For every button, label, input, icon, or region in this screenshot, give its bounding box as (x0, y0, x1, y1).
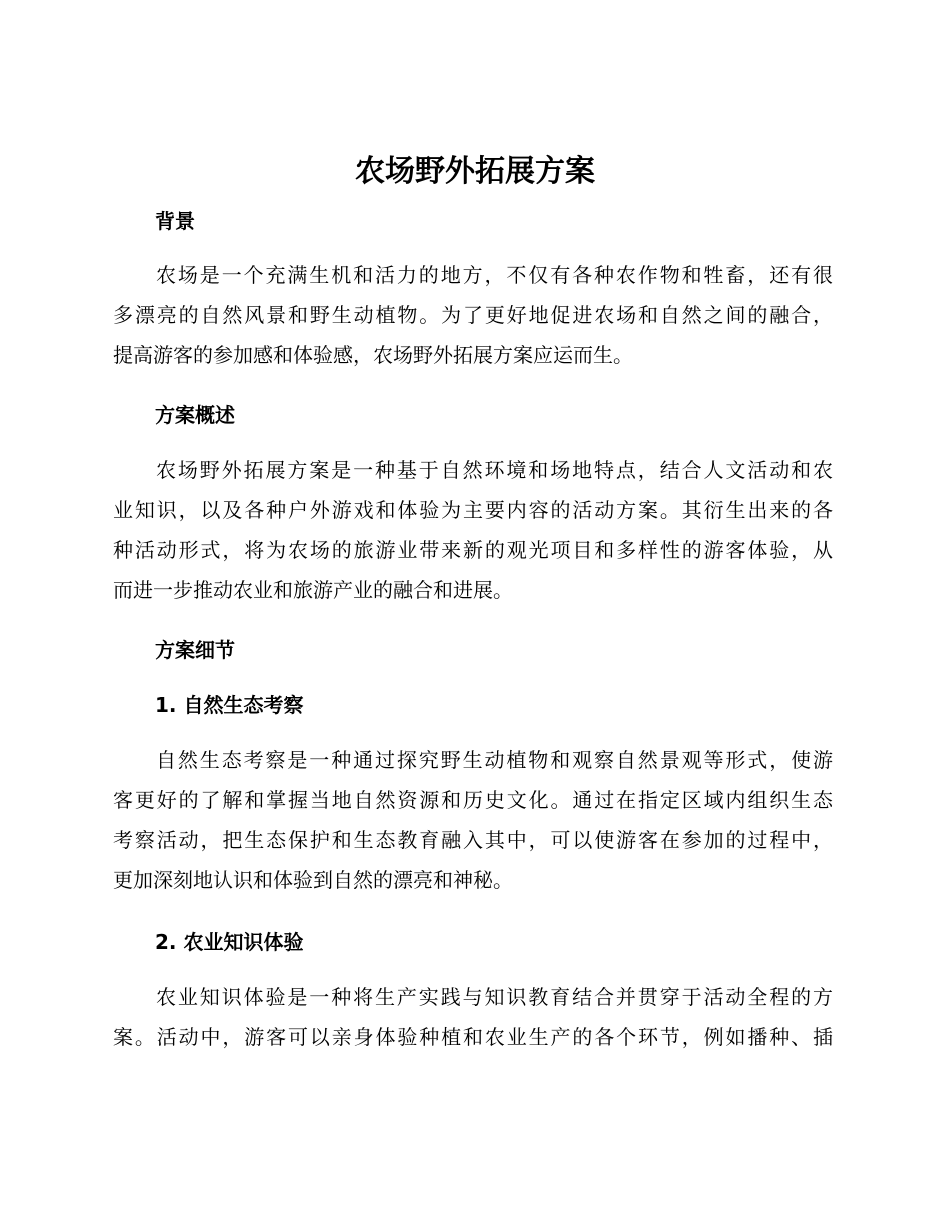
paragraph-ecology (113, 740, 833, 900)
paragraph-line: 农业知识体验是一种将生产实践与知识教育结合并贯穿于活动全程的方 (156, 985, 833, 1009)
paragraph-line: 农场野外拓展方案是一种基于自然环境和场地特点，结合人文活动和农 (156, 458, 833, 482)
document-title: 农场野外拓展方案 (355, 154, 595, 189)
paragraph-line: 客更好的了解和掌握当地自然资源和历史文化。通过在指定区域内组织生态 (113, 788, 833, 812)
paragraph-overview (113, 450, 833, 610)
subsection-heading-agriculture: 2. 农业知识体验 (155, 930, 304, 954)
paragraph-line: 案。活动中，游客可以亲身体验种植和农业生产的各个环节，例如播种、插 (113, 1025, 833, 1049)
paragraph-line: 更加深刻地认识和体验到自然的漂亮和神秘。 (113, 868, 513, 892)
subsection-heading-ecology: 1. 自然生态考察 (155, 693, 304, 717)
section-heading-overview: 方案概述 (155, 403, 235, 427)
paragraph-line: 多漂亮的自然风景和野生动植物。为了更好地促进农场和自然之间的融合， (113, 303, 833, 327)
section-heading-details: 方案细节 (155, 638, 235, 662)
paragraph-line: 自然生态考察是一种通过探究野生动植物和观察自然景观等形式，使游 (156, 748, 833, 772)
paragraph-line: 业知识，以及各种户外游戏和体验为主要内容的活动方案。其衍生出来的各 (113, 498, 833, 522)
section-heading-background: 背景 (155, 209, 195, 233)
paragraph-line: 提高游客的参加感和体验感，农场野外拓展方案应运而生。 (113, 343, 633, 367)
paragraph-line: 农场是一个充满生机和活力的地方，不仅有各种农作物和牲畜，还有很 (156, 263, 833, 287)
paragraph-line: 考察活动，把生态保护和生态教育融入其中，可以使游客在参加的过程中， (113, 828, 833, 852)
paragraph-agriculture (113, 977, 833, 1057)
paragraph-line: 而进一步推动农业和旅游产业的融合和进展。 (113, 578, 513, 602)
paragraph-background (113, 255, 833, 375)
paragraph-line: 种活动形式，将为农场的旅游业带来新的观光项目和多样性的游客体验，从 (113, 538, 833, 562)
